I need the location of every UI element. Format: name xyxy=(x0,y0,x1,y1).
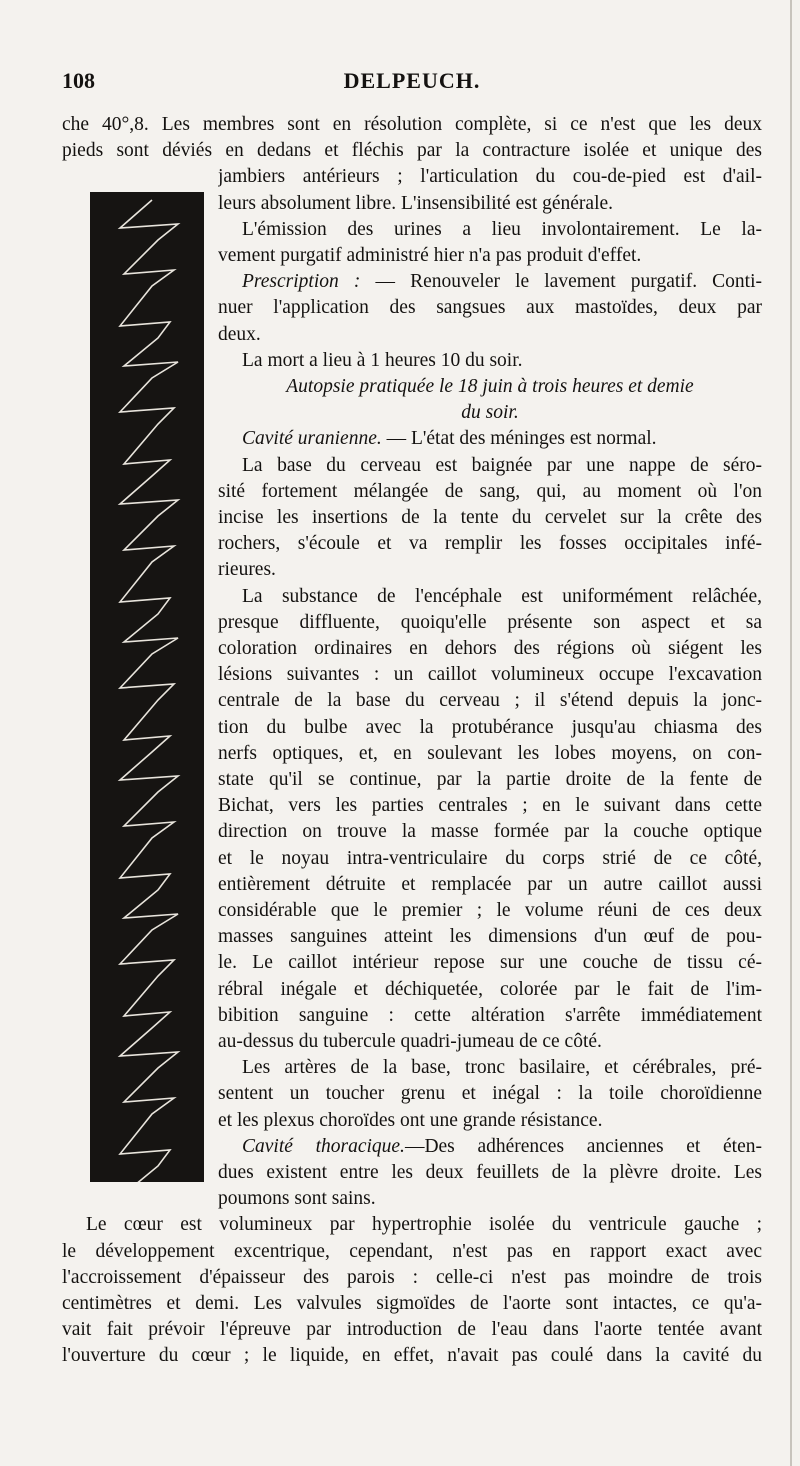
page-edge xyxy=(790,0,792,1466)
page-header xyxy=(62,68,762,104)
text-line: Les artères de la base, tronc basilaire, et cérébrales, pré- xyxy=(242,1057,762,1079)
text-line: l'accroissement d'épaisseur des parois : celle-ci n'est pas moindre de trois xyxy=(62,1266,762,1288)
text-line: La mort a lieu à 1 heures 10 du soir. xyxy=(242,349,523,371)
running-head: DELPEUCH. xyxy=(343,68,481,93)
text-line: La substance de l'encéphale est uniformément relâchée, xyxy=(242,585,762,607)
text-line: vait fait prévoir l'épreuve par introduction de l'eau dans l'aorte tentée avant xyxy=(62,1319,762,1341)
text-line: coloration ordinaires en dehors des régions où siégent les xyxy=(218,638,762,659)
text-line: poumons sont sains. xyxy=(218,1188,376,1210)
text-line: jambiers antérieurs ; l'articulation du cou-de-pied est d'ail- xyxy=(218,166,762,188)
text-line: nerfs optiques, et, en soulevant les lobes moyens, on con- xyxy=(218,742,762,764)
text-line: le développement excentrique, cependant, n'est pas en rapport exact avec xyxy=(62,1240,762,1262)
text-line: vement purgatif administré hier n'a pas produit d'effet. xyxy=(218,245,642,266)
text-line: Bichat, vers les parties centrales ; en le suivant dans cette xyxy=(218,795,762,817)
text-line: considérable que le premier ; le volume réuni de ces deux xyxy=(218,900,762,921)
page-number: 108 xyxy=(62,68,95,93)
text-line: deux. xyxy=(218,323,261,345)
text-line: l'ouverture du cœur ; le liquide, en effet, n'avait pas coulé dans la cavité du xyxy=(62,1345,762,1367)
text-line: La base du cerveau est baignée par une nappe de séro- xyxy=(242,454,762,476)
text-line: Cavité uranienne. — L'état des méninges est normal. xyxy=(242,428,657,450)
text-line: tion du bulbe avec la protubérance jusqu'au chiasma des xyxy=(218,716,762,738)
text-line: direction on trouve la masse formée par la couche optique xyxy=(218,821,762,843)
text-line: state qu'il se continue, par la partie droite de la fente de xyxy=(218,769,762,790)
text-line: rochers, s'écoule et va remplir les fosses occipitales infé- xyxy=(218,533,762,555)
text-line: pieds sont déviés en dedans et fléchis par la contracture isolée et unique des xyxy=(62,140,762,162)
text-line: leurs absolument libre. L'insensibilité est générale. xyxy=(218,192,614,214)
text-line: centrale de la base du cerveau ; il s'étend depuis la jonc- xyxy=(218,690,762,712)
tracing-figure xyxy=(90,192,204,1182)
text-line: rébral inégale et déchiquetée, colorée par le fait de l'im- xyxy=(218,978,762,1000)
text-line: nuer l'application des sangsues aux mastoïdes, deux par xyxy=(218,297,762,319)
text-line: du soir. xyxy=(461,402,519,424)
text-line: incise les insertions de la tente du cervelet sur la crête des xyxy=(218,507,762,528)
text-line: Prescription : — Renouveler le lavement purgatif. Conti- xyxy=(242,271,762,293)
text-line: L'émission des urines a lieu involontairement. Le la- xyxy=(242,218,762,240)
text-line: au-dessus du tubercule quadri-jumeau de ce côté. xyxy=(218,1031,602,1052)
text-line: et le noyau intra-ventriculaire du corps strié de ce côté, xyxy=(218,847,762,869)
text-line: et les plexus choroïdes ont une grande résistance. xyxy=(218,1109,603,1131)
text-line: Autopsie pratiquée le 18 juin à trois heures et demie xyxy=(286,376,694,397)
text-line: presque diffluente, quoiqu'elle présente son aspect et sa xyxy=(218,611,762,633)
text-line: sentent un toucher grenu et inégal : la toile choroïdienne xyxy=(218,1083,762,1105)
text-line: lésions suivantes : un caillot volumineux occupe l'excavation xyxy=(218,664,762,686)
text-line: masses sanguines atteint les dimensions d'un œuf de pou- xyxy=(218,926,762,948)
text-line: rieures. xyxy=(218,559,276,581)
text-line: entièrement détruite et remplacée par un autre caillot aussi xyxy=(218,873,762,895)
text-line: Le cœur est volumineux par hypertrophie isolée du ventricule gauche ; xyxy=(86,1214,762,1236)
text-line: le. Le caillot intérieur repose sur une couche de tissu cé- xyxy=(218,952,762,974)
text-line: che 40°,8. Les membres sont en résolution complète, si ce n'est que les deux xyxy=(62,114,762,135)
text-line: Cavité thoracique.—Des adhérences anciennes et éten- xyxy=(242,1135,762,1157)
text-line: bibition sanguine : cette altération s'arrête immédiatement xyxy=(218,1004,762,1026)
text-line: centimètres et demi. Les valvules sigmoïdes de l'aorte sont intactes, ce qu'a- xyxy=(62,1293,762,1314)
figure-background xyxy=(90,192,204,1182)
text-line: dues existent entre les deux feuillets de la plèvre droite. Les xyxy=(218,1162,762,1183)
text-line: sité fortement mélangée de sang, qui, au moment où l'on xyxy=(218,480,762,502)
